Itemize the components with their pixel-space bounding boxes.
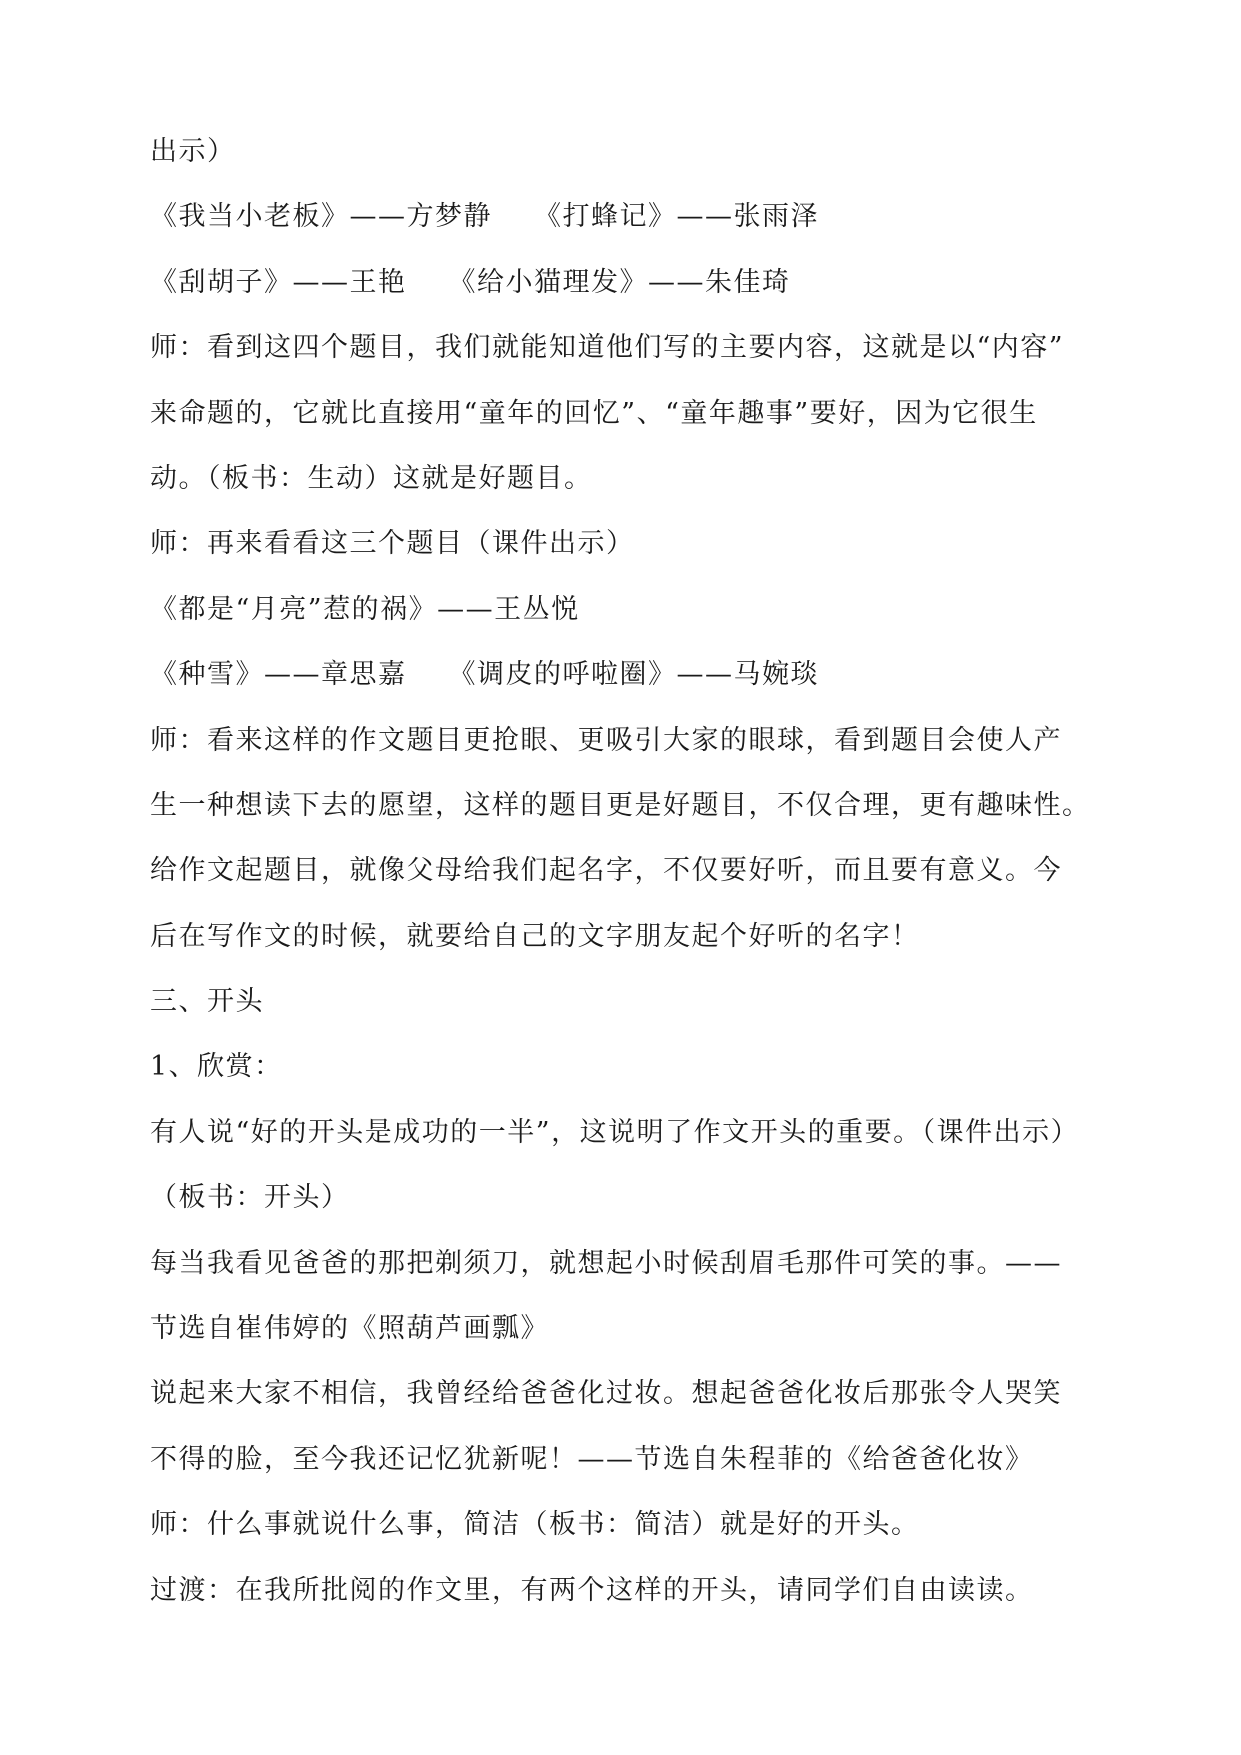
text-line: 节选自崔伟婷的《照葫芦画瓢》 — [150, 1313, 549, 1345]
text-line: 出示） — [150, 136, 236, 167]
text-line: 有人说“好的开头是成功的一半”，这说明了作文开头的重要。（课件出示） — [150, 1116, 1080, 1148]
text-line: 后在写作文的时候，就要给自己的文字朋友起个好听的名字！ — [150, 920, 920, 952]
essay-title-entry: 《刮胡子》——王艳 — [150, 266, 407, 298]
text-line — [150, 250, 1100, 315]
text-line: 说起来大家不相信，我曾经给爸爸化过妆。想起爸爸化妆后那张令人哭笑 — [150, 1378, 1062, 1410]
text-line: 师：什么事就说什么事，简洁（板书：简洁）就是好的开头。 — [150, 1509, 920, 1541]
text-line: 《都是“月亮”惹的祸》——王丛悦 — [150, 593, 580, 625]
text-line: （板书：开头） — [150, 1182, 350, 1214]
essay-title-entry: 《给小猫理发》——朱佳琦 — [448, 266, 791, 298]
text-line: 动。（板书：生动）这就是好题目。 — [150, 462, 593, 494]
essay-title-entry: 《打蜂记》——张雨泽 — [534, 201, 819, 233]
text-line: 每当我看见爸爸的那把剃须刀，就想起小时候刮眉毛那件可笑的事。—— — [150, 1247, 1062, 1279]
essay-title-entry: 《调皮的呼啦圈》——马婉琰 — [448, 659, 819, 691]
essay-title-entry: 《我当小老板》——方梦静 — [150, 201, 492, 233]
text-line — [150, 184, 1100, 249]
text-line: 生一种想读下去的愿望，这样的题目更是好题目，不仅合理，更有趣味性。 — [150, 789, 1091, 821]
text-line: 不得的脸，至今我还记忆犹新呢！——节选自朱程菲的《给爸爸化妆》 — [150, 1443, 1034, 1475]
text-line: 给作文起题目，就像父母给我们起名字，不仅要好听，而且要有意义。今 — [150, 855, 1062, 887]
essay-title-entry: 《种雪》——章思嘉 — [150, 659, 407, 691]
text-line: 师：再来看看这三个题目（课件出示） — [150, 528, 635, 560]
text-line: 过渡：在我所批阅的作文里，有两个这样的开头，请同学们自由读读。 — [150, 1574, 1034, 1606]
document-body — [150, 119, 1100, 1623]
text-line — [150, 642, 1100, 707]
text-line: 师：看到这四个题目，我们就能知道他们写的主要内容，这就是以“内容” — [150, 332, 1065, 364]
section-heading: 三、开头 — [150, 986, 264, 1018]
text-line: 来命题的，它就比直接用“童年的回忆”、“童年趣事”要好，因为它很生 — [150, 397, 1038, 429]
subsection-heading: 1、欣赏： — [150, 1051, 283, 1083]
text-line: 师：看来这样的作文题目更抢眼、更吸引大家的眼球，看到题目会使人产 — [150, 724, 1062, 756]
